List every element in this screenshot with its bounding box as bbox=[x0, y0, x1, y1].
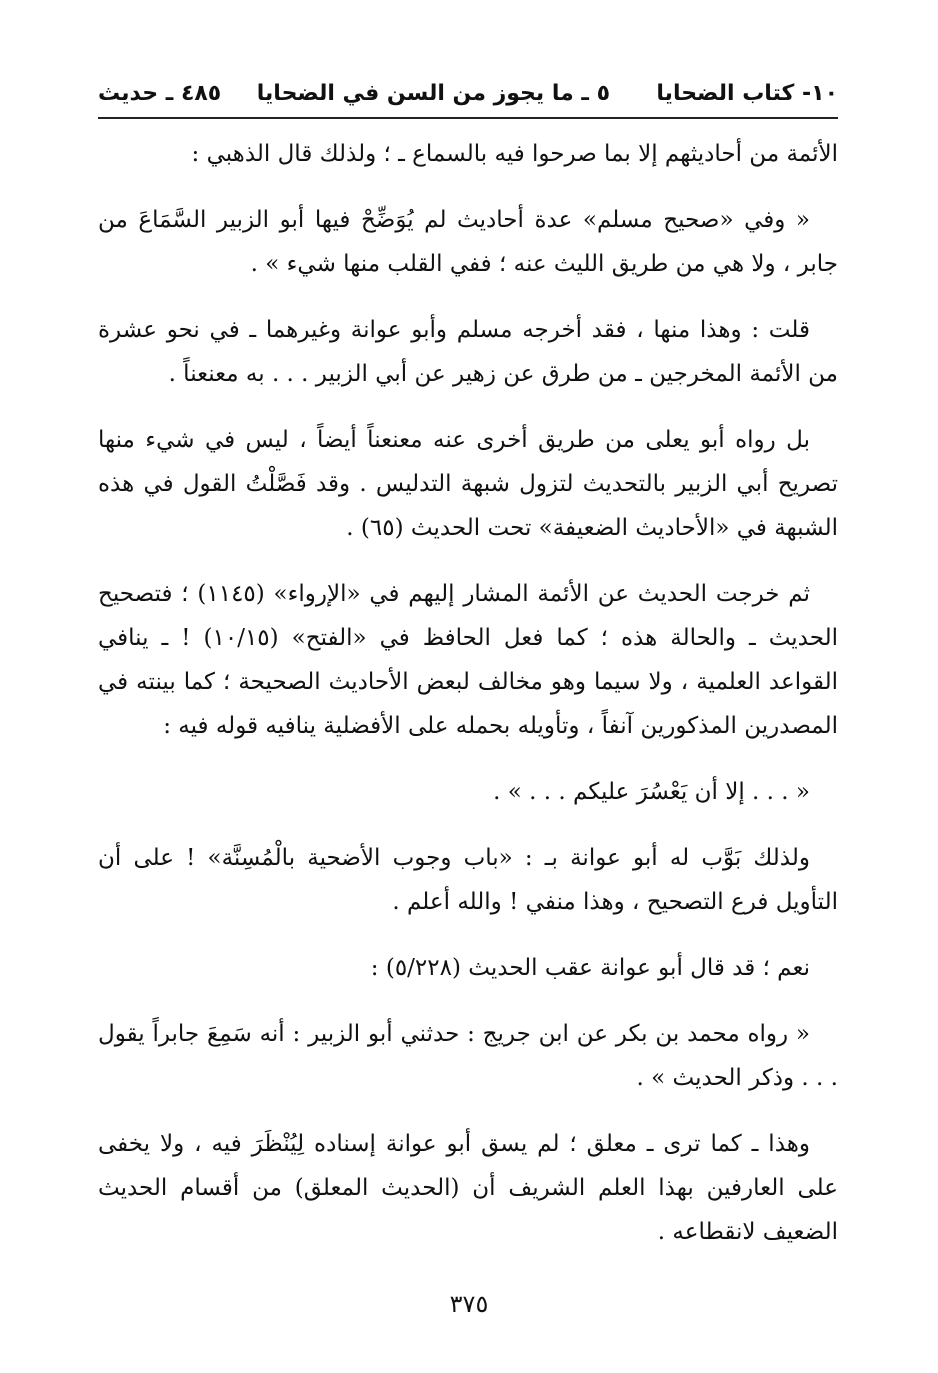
body-text bbox=[98, 132, 838, 1276]
header-divider bbox=[98, 117, 838, 119]
paragraph: الأئمة من أحاديثهم إلا بما صرحوا فيه بالسماع ـ ؛ ولذلك قال الذهبي : bbox=[191, 141, 838, 167]
paragraph: ثم خرجت الحديث عن الأئمة المشار إليهم في «الإرواء» (١١٤٥) ؛ فتصحيح الحديث ـ والحالة هذه ؛ كما فعل الحافظ في «الفتح» (١٠/١٥) ! ـ ينافي القواعد العلمية ، ولا سيما وهو مخالف لبعض الأحاديث الصحيحة ؛ كما بينته في المصدرين المذكورين آنفاً ، وتأويله بحمله على الأفضلية ينافيه قوله فيه : bbox=[98, 581, 838, 739]
quote-paragraph: « رواه محمد بن بكر عن ابن جريج : حدثني أبو الزبير : أنه سَمِعَ جابراً يقول . . . وذكر الحديث » . bbox=[98, 1021, 838, 1091]
header-hadith-number: ٤٨٥ ـ حديث bbox=[98, 81, 222, 106]
paragraph: بل رواه أبو يعلى من طريق أخرى عنه معنعناً أيضاً ، ليس في شيء منها تصريح أبي الزبير بالتحديث لتزول شبهة التدليس . وقد فَصَّلْتُ القول في هذه الشبهة في «الأحاديث الضعيفة» تحت الحديث (٦٥) . bbox=[98, 427, 838, 541]
paragraph: وهذا ـ كما ترى ـ معلق ؛ لم يسق أبو عوانة إسناده لِيُنْظَرَ فيه ، ولا يخفى على العارفين بهذا العلم الشريف أن (الحديث المعلق) من أقسام الحديث الضعيف لانقطاعه . bbox=[98, 1131, 838, 1245]
running-header bbox=[98, 74, 838, 114]
header-chapter: ١٠- كتاب الضحايا bbox=[656, 81, 838, 106]
page-number: ٣٧٥ bbox=[449, 1290, 489, 1318]
quote-paragraph: « وفي «صحيح مسلم» عدة أحاديث لم يُوَضِّحْ فيها أبو الزبير السَّمَاعَ من جابر ، ولا هي من طريق الليث عنه ؛ ففي القلب منها شيء » . bbox=[98, 207, 838, 277]
paragraph: قلت : وهذا منها ، فقد أخرجه مسلم وأبو عوانة وغيرهما ـ في نحو عشرة من الأئمة المخرجين ـ من طرق عن زهير عن أبي الزبير . . . به معنعناً . bbox=[98, 317, 838, 387]
quote-paragraph: « . . . إلا أن يَعْسُرَ عليكم . . . » . bbox=[493, 779, 810, 805]
paragraph: ولذلك بَوَّب له أبو عوانة بـ : «باب وجوب الأضحية بالْمُسِنَّة» ! على أن التأويل فرع التصحيح ، وهذا منفي ! والله أعلم . bbox=[98, 845, 838, 915]
header-section: ٥ ـ ما يجوز من السن في الضحايا bbox=[256, 81, 610, 106]
paragraph: نعم ؛ قد قال أبو عوانة عقب الحديث (٥/٢٢٨) : bbox=[370, 955, 810, 981]
